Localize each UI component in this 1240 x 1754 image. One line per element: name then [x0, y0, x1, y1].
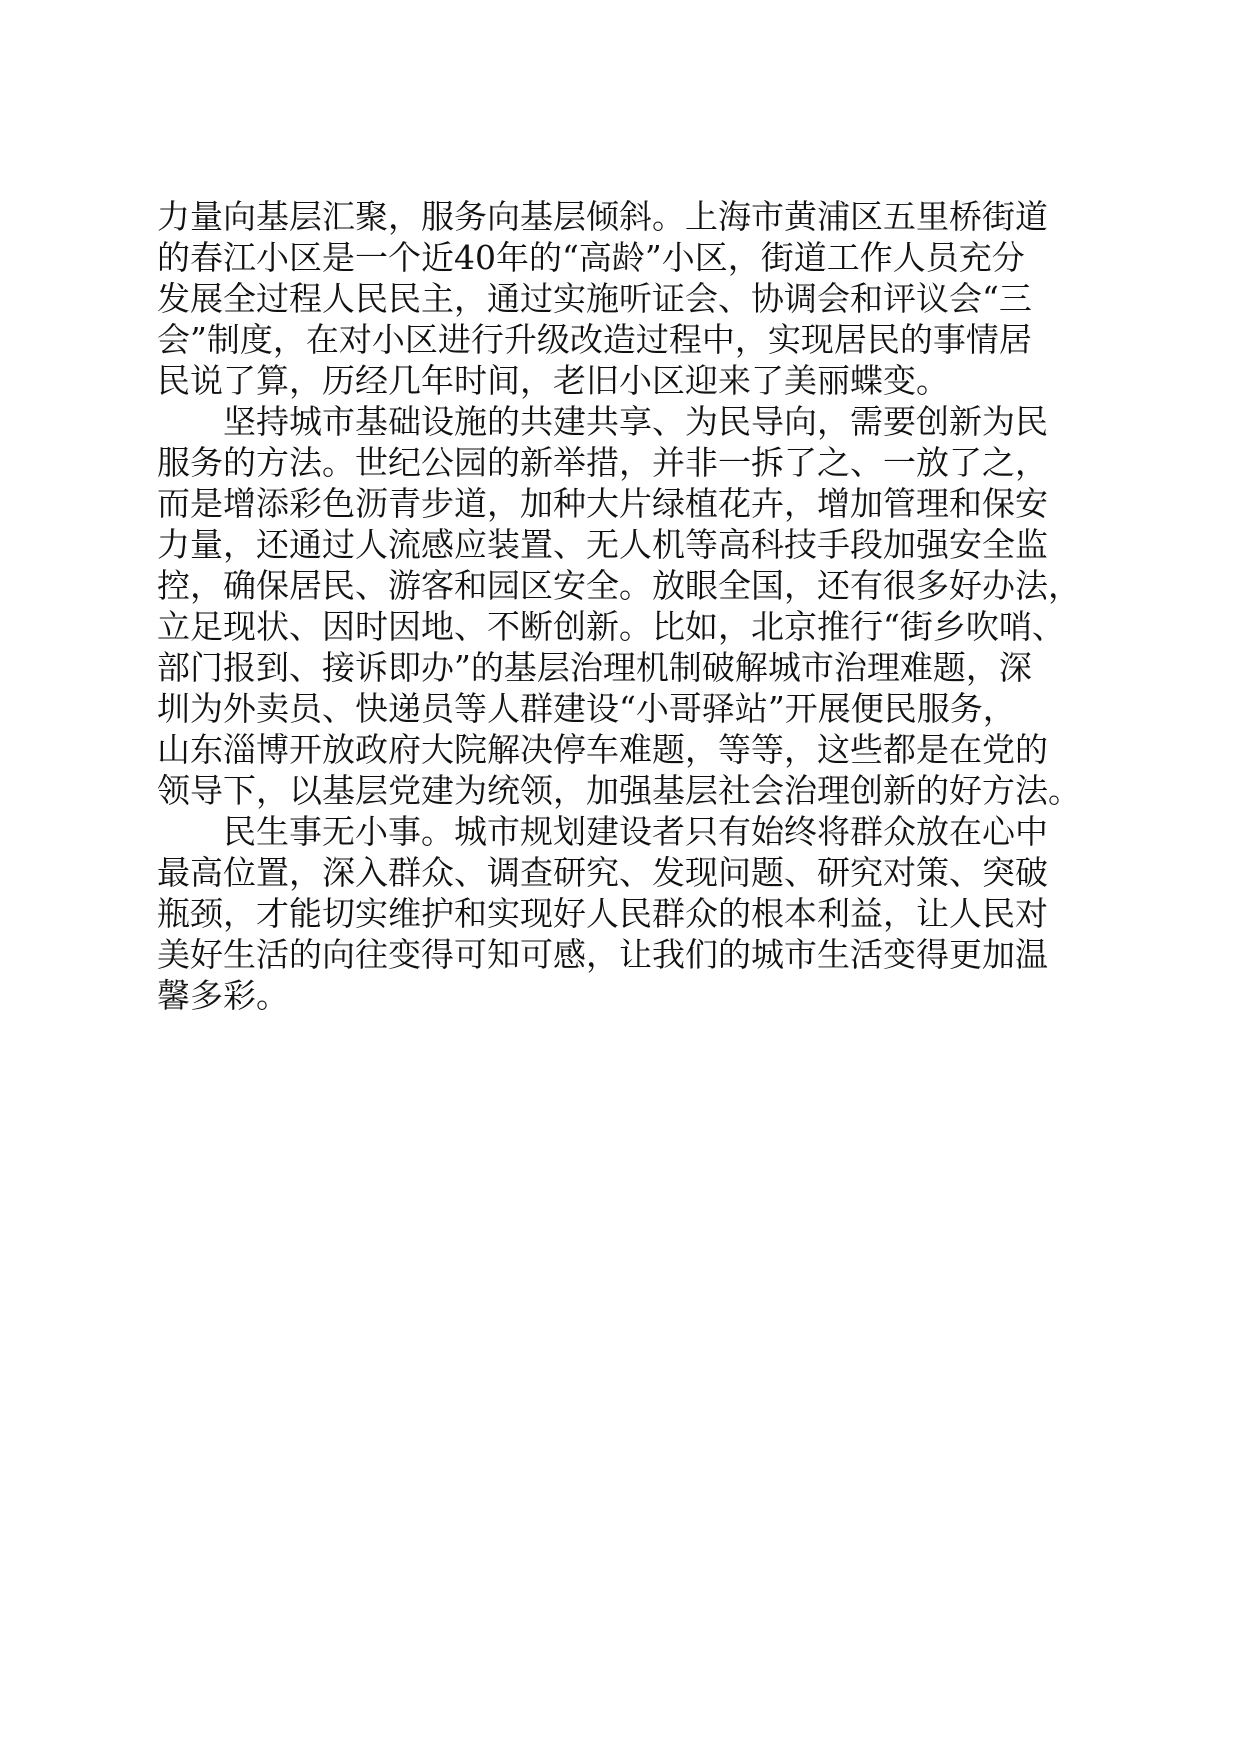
text-line: 领导下，以基层党建为统领，加强基层社会治理创新的好方法。: [157, 771, 1081, 810]
text-line: 力量向基层汇聚，服务向基层倾斜。上海市黄浦区五里桥街道: [157, 197, 1048, 236]
text-line: 的春江小区是一个近40年的“高龄”小区，街道工作人员充分: [157, 238, 1025, 277]
text-line: 服务的方法。世纪公园的新举措，并非一拆了之、一放了之，: [157, 443, 1048, 482]
text-line: 美好生活的向往变得可知可感，让我们的城市生活变得更加温: [157, 935, 1048, 974]
text-line: 力量，还通过人流感应装置、无人机等高科技手段加强安全监: [157, 525, 1048, 564]
text-line: 圳为外卖员、快递员等人群建设“小哥驿站”开展便民服务，: [157, 689, 1016, 728]
text-line: 发展全过程人民民主，通过实施听证会、协调会和评议会“三: [157, 279, 1032, 318]
paragraph-first-line: 民生事无小事。城市规划建设者只有始终将群众放在心中: [223, 812, 1048, 851]
text-line: 部门报到、接诉即办”的基层治理机制破解城市治理难题，深: [157, 648, 1032, 687]
text-line: 民说了算，历经几年时间，老旧小区迎来了美丽蝶变。: [157, 361, 949, 400]
article-text: [157, 196, 1097, 1016]
text-line: 而是增添彩色沥青步道，加种大片绿植花卉，增加管理和保安: [157, 484, 1048, 523]
paragraph-first-line: 坚持城市基础设施的共建共享、为民导向，需要创新为民: [223, 402, 1048, 441]
text-line: 最高位置，深入群众、调查研究、发现问题、研究对策、突破: [157, 853, 1048, 892]
text-line: 立足现状、因时因地、不断创新。比如，北京推行“街乡吹哨、: [157, 607, 1065, 646]
text-line: 会”制度，在对小区进行升级改造过程中，实现居民的事情居: [157, 320, 1032, 359]
text-line: 馨多彩。: [157, 976, 289, 1015]
text-line: 瓶颈，才能切实维护和实现好人民群众的根本利益，让人民对: [157, 894, 1048, 933]
text-line: 控，确保居民、游客和园区安全。放眼全国，还有很多好办法，: [157, 566, 1081, 605]
text-line: 山东淄博开放政府大院解决停车难题，等等，这些都是在党的: [157, 730, 1048, 769]
